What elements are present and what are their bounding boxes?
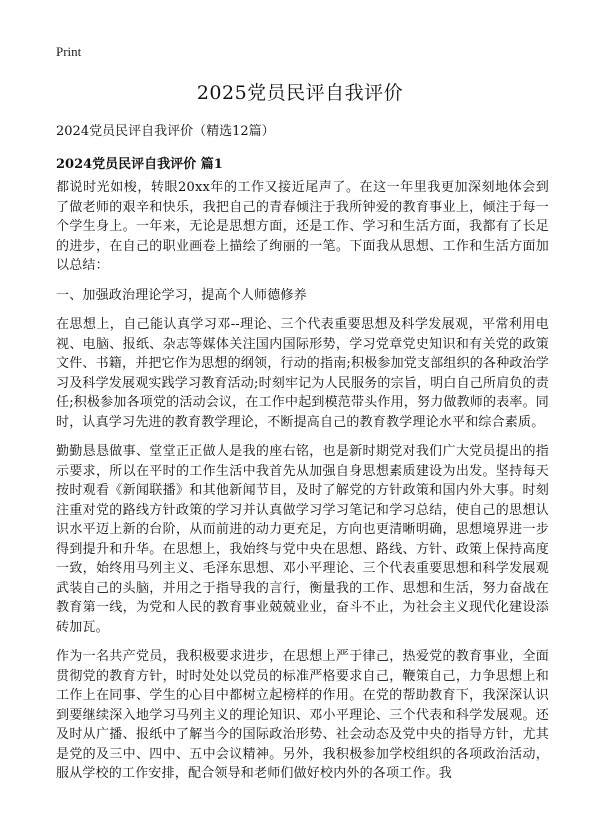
section-heading: 2024党员民评自我评价 篇1 xyxy=(56,157,223,172)
document-subtitle: 2024党员民评自我评价（精选12篇） xyxy=(56,124,275,139)
paragraph-subheading: 一、加强政治理论学习，提高个人师德修养 xyxy=(56,287,307,303)
document-body xyxy=(56,178,549,794)
document-title: 2025党员民评自我评价 xyxy=(196,82,404,104)
print-link[interactable]: Print xyxy=(56,44,82,59)
paragraph-party-member: 作为一名共产党员，我积极要求进步，在思想上严于律己，热爱党的教育事业，全面贯彻党的教育方针，时时处处以党员的标准严格要求自己，鞭策自己，力争思想上和工作上在同事、学生的心目中都树立起榜样的作用。在党的帮助教育下，我深深认识到要继续深入地学习马列主义的理论知识、邓小平理论、三个代表和科学发展观。还及时从广播、报纸中了解当今的国际政治形势、社会动态及党中央的指导方针，尤其是党的及三中、四中、五中会议精神。另外，我积极参加学校组织的各项政治活动，服从学校的工作安排，配合领导和老师们做好校内外的各项工作。我 xyxy=(56,649,549,781)
paragraph-intro: 都说时光如梭，转眼20xx年的工作又接近尾声了。在这一年里我更加深刻地体会到了做老师的艰辛和快乐，我把自己的青春倾注于我所钟爱的教育事业上，倾注于每一个学生身上。一年来，无论是思想方面，还是工作、学习和生活方面，我都有了长足的进步，在自己的职业画卷上描绘了绚丽的一笔。下面我从思想、工作和生活方面加以总结： xyxy=(56,180,549,273)
paragraph-motto: 勤勤恳恳做事、堂堂正正做人是我的座右铭，也是新时期党对我们广大党员提出的指示要求，所以在平时的工作生活中我首先从加强自身思想素质建设为出发。坚持每天按时观看《新闻联播》和其他新闻节目，及时了解党的方针政策和国内外大事。时刻注重对党的路线方针政策的学习并认真做学习学习笔记和学习总结，使自己的思想认识水平迈上新的台阶，从而前进的动力更充足，方向也更清晰明确，思想境界进一步得到提升和升华。在思想上，我始终与党中央在思想、路线、方针、政策上保持高度一致，始终用马列主义、毛泽东思想、邓小平理论、三个代表重要思想和科学发展观武装自己的头脑，并用之于指导我的言行，衡量我的工作、思想和生活，努力奋战在教育第一线，为党和人民的教育事业兢兢业业，奋斗不止，为社会主义现代化建设添砖加瓦。 xyxy=(56,444,549,635)
paragraph-thought: 在思想上，自己能认真学习邓--理论、三个代表重要思想及科学发展观，平常利用电视、电脑、报纸、杂志等媒体关注国内国际形势，学习党章党史知识和有关党的政策文件、书籍，并把它作为思想的纲领，行动的指南;积极参加党支部组织的各种政治学习及科学发展观实践学习教育活动;时刻牢记为人民服务的宗旨，明白自己所肩负的责任;积极参加各项党的活动会议，在工作中起到模范带头作用，努力做教师的表率。同时，认真学习先进的教育教学理论，不断提高自己的教育教学理论水平和综合素质。 xyxy=(56,317,549,430)
